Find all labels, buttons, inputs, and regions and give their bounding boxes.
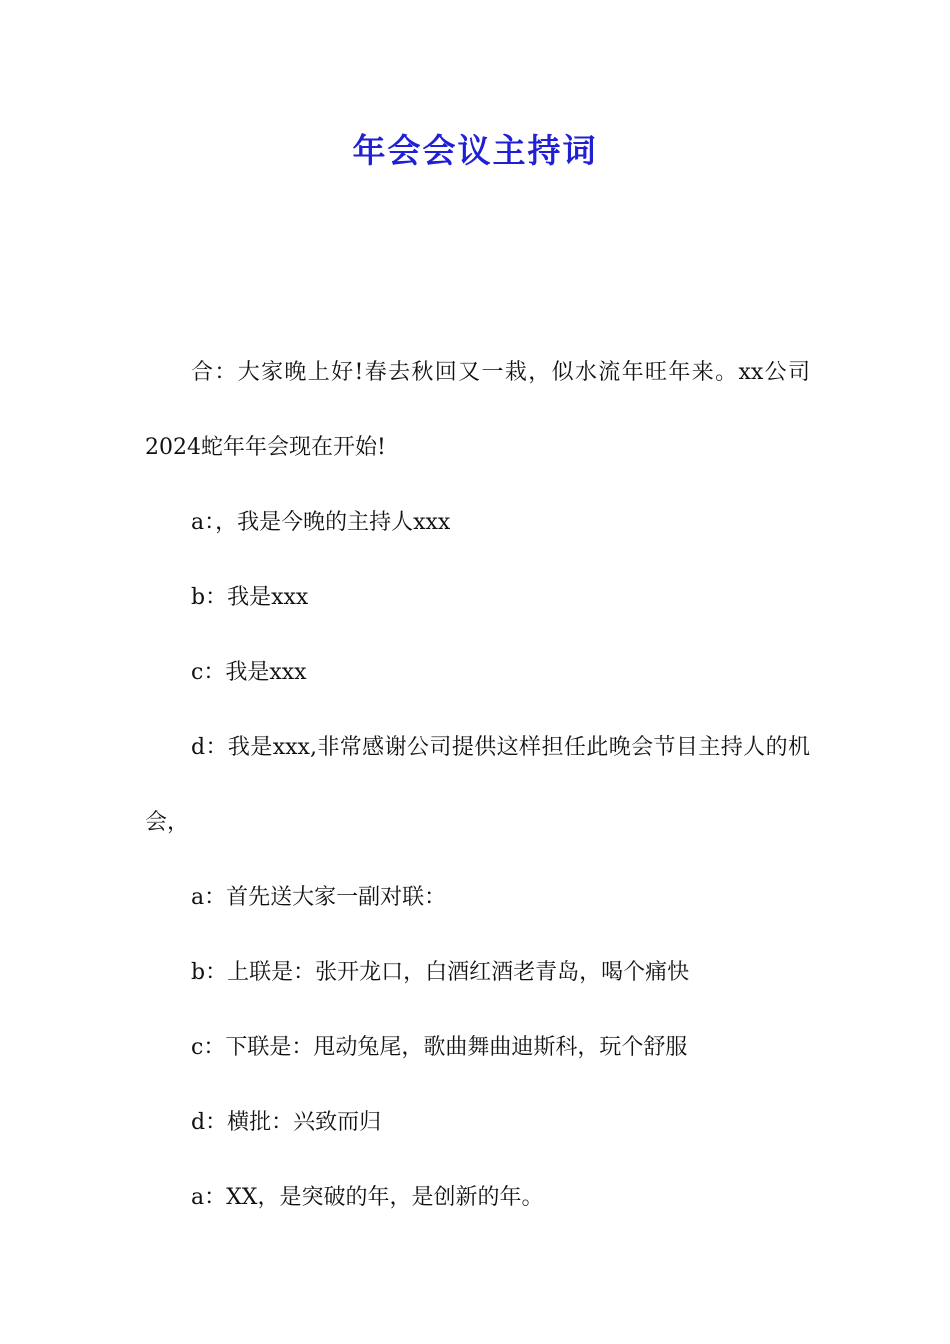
paragraph-breakthrough-year: a：XX，是突破的年，是创新的年。	[191, 1185, 544, 1210]
paragraph-host-b-intro: b：我是xxx	[191, 585, 309, 610]
paragraph-host-d-intro: d：我是xxx,非常感谢公司提供这样担任此晚会节目主持人的机会，	[145, 735, 810, 835]
paragraph-couplet-horizontal: d：横批：兴致而归	[191, 1110, 382, 1135]
paragraph-couplet-first-line: b：上联是：张开龙口，白酒红酒老青岛，喝个痛快	[191, 960, 690, 985]
paragraph-couplet-intro: a：首先送大家一副对联：	[191, 885, 447, 910]
paragraph-host-a-intro: a：，我是今晚的主持人xxx	[191, 510, 451, 535]
document-body	[145, 335, 810, 1235]
paragraph-opening: 合：大家晚上好!春去秋回又一栽，似水流年旺年来。xx公司2024蛇年年会现在开始!	[145, 360, 810, 460]
paragraph-couplet-second-line: c：下联是：甩动兔尾，歌曲舞曲迪斯科，玩个舒服	[191, 1035, 688, 1060]
document-title: 年会会议主持词	[352, 131, 598, 170]
paragraph-host-c-intro: c：我是xxx	[191, 660, 307, 685]
